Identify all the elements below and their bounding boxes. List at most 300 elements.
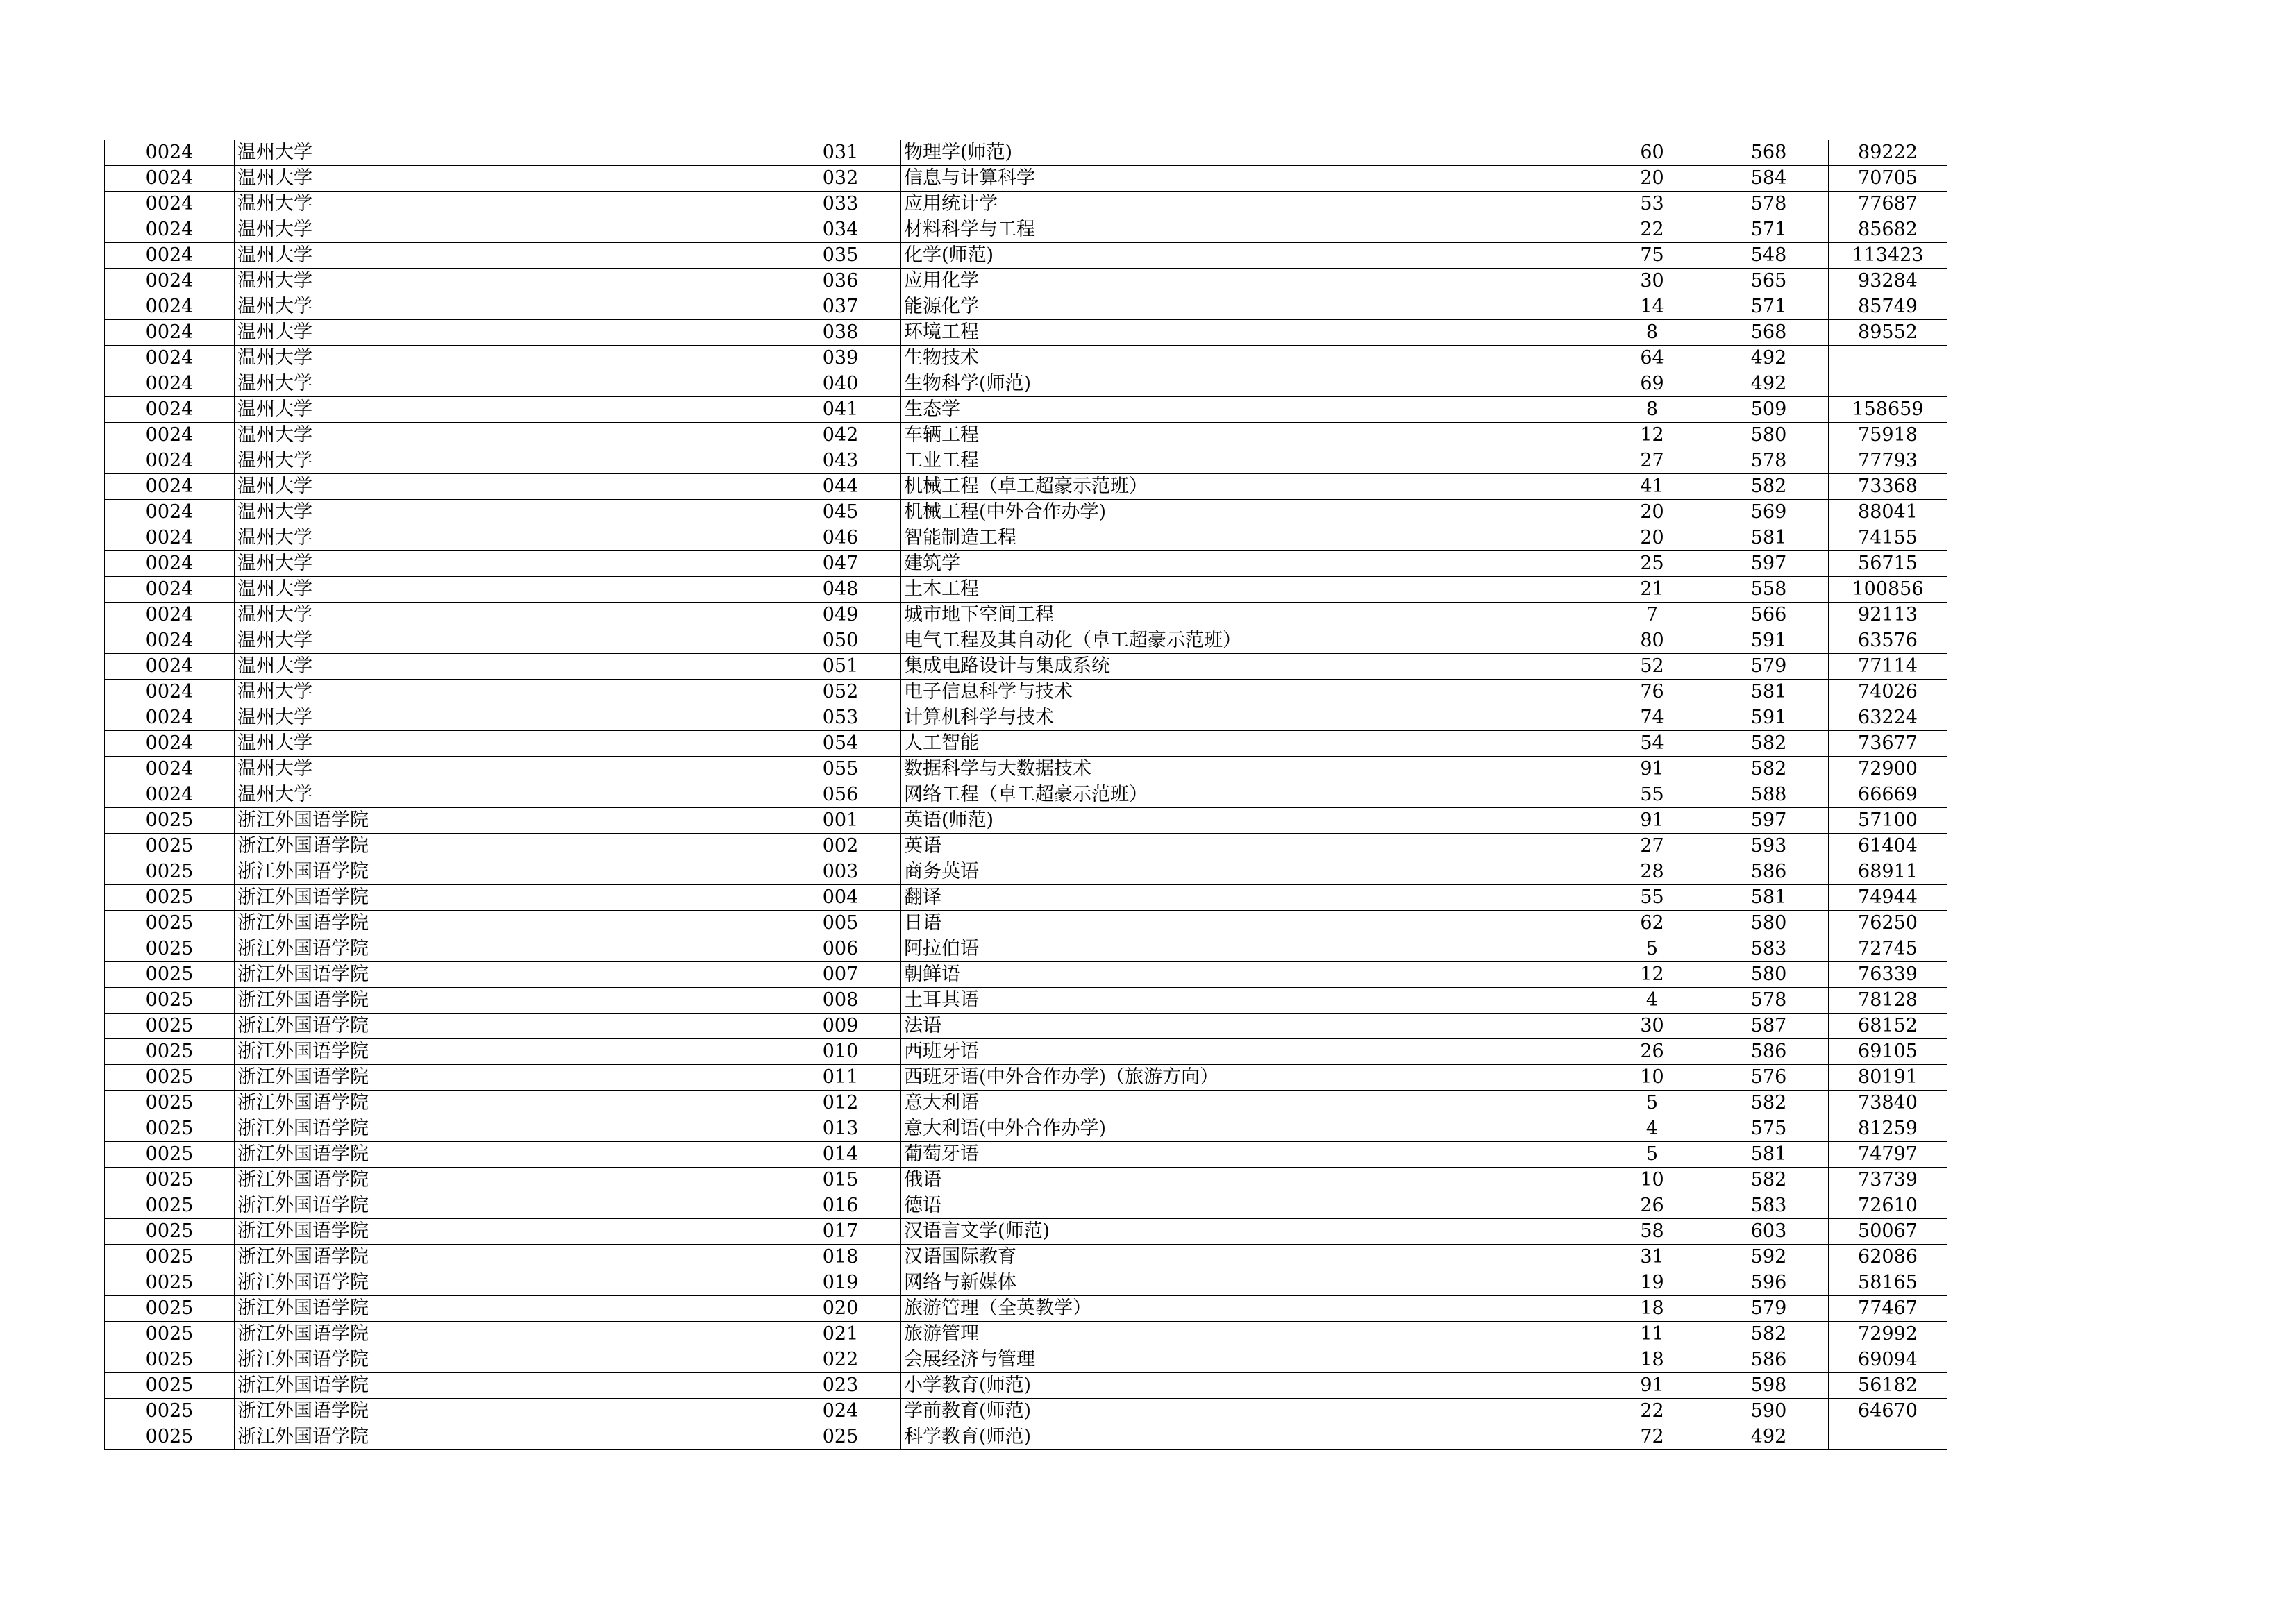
min-score-cell: 582 [1709,1168,1829,1193]
plan-count-cell: 69 [1595,371,1709,397]
table-row [105,371,1947,397]
table-row [105,1347,1947,1373]
major-name-cell: 生物科学(师范) [901,371,1595,397]
school-code-cell: 0024 [105,217,235,243]
min-score-cell: 583 [1709,1193,1829,1219]
min-rank-cell: 89222 [1829,140,1947,166]
major-name-cell: 日语 [901,911,1595,936]
school-code-cell: 0024 [105,448,235,474]
school-name-cell: 浙江外国语学院 [235,885,780,911]
major-code-cell: 003 [780,859,901,885]
min-score-cell: 588 [1709,782,1829,808]
table-row [105,1065,1947,1091]
school-name-cell: 浙江外国语学院 [235,1245,780,1270]
min-score-cell: 568 [1709,140,1829,166]
plan-count-cell: 18 [1595,1347,1709,1373]
plan-count-cell: 20 [1595,500,1709,525]
school-name-cell: 温州大学 [235,551,780,577]
major-code-cell: 007 [780,962,901,988]
school-code-cell: 0025 [105,1373,235,1399]
min-score-cell: 582 [1709,1322,1829,1347]
school-code-cell: 0024 [105,192,235,217]
major-name-cell: 人工智能 [901,731,1595,757]
plan-count-cell: 91 [1595,757,1709,782]
min-rank-cell: 62086 [1829,1245,1947,1270]
school-code-cell: 0024 [105,551,235,577]
school-name-cell: 浙江外国语学院 [235,1347,780,1373]
min-score-cell: 582 [1709,731,1829,757]
plan-count-cell: 18 [1595,1296,1709,1322]
school-code-cell: 0024 [105,705,235,731]
major-code-cell: 038 [780,320,901,346]
plan-count-cell: 8 [1595,397,1709,423]
table-row [105,654,1947,680]
min-score-cell: 581 [1709,680,1829,705]
school-code-cell: 0025 [105,1014,235,1039]
major-code-cell: 052 [780,680,901,705]
min-rank-cell: 74797 [1829,1142,1947,1168]
school-code-cell: 0025 [105,1091,235,1116]
major-code-cell: 005 [780,911,901,936]
school-code-cell: 0024 [105,474,235,500]
major-code-cell: 032 [780,166,901,192]
plan-count-cell: 53 [1595,192,1709,217]
school-name-cell: 浙江外国语学院 [235,1322,780,1347]
table-row [105,1373,1947,1399]
table-row [105,500,1947,525]
table-row [105,1039,1947,1065]
min-rank-cell: 92113 [1829,603,1947,628]
major-code-cell: 006 [780,936,901,962]
major-code-cell: 012 [780,1091,901,1116]
min-rank-cell [1829,346,1947,371]
min-score-cell: 593 [1709,834,1829,859]
school-name-cell: 浙江外国语学院 [235,1424,780,1450]
major-name-cell: 翻译 [901,885,1595,911]
plan-count-cell: 12 [1595,423,1709,448]
table-row [105,1270,1947,1296]
min-rank-cell: 73739 [1829,1168,1947,1193]
table-row [105,1168,1947,1193]
plan-count-cell: 7 [1595,603,1709,628]
min-rank-cell: 77467 [1829,1296,1947,1322]
major-name-cell: 俄语 [901,1168,1595,1193]
table-row [105,757,1947,782]
major-code-cell: 043 [780,448,901,474]
major-code-cell: 046 [780,525,901,551]
min-rank-cell: 75918 [1829,423,1947,448]
min-score-cell: 580 [1709,962,1829,988]
plan-count-cell: 22 [1595,1399,1709,1424]
min-rank-cell: 58165 [1829,1270,1947,1296]
min-rank-cell: 72992 [1829,1322,1947,1347]
school-name-cell: 浙江外国语学院 [235,859,780,885]
school-code-cell: 0025 [105,1399,235,1424]
major-name-cell: 智能制造工程 [901,525,1595,551]
school-name-cell: 浙江外国语学院 [235,1399,780,1424]
major-name-cell: 西班牙语(中外合作办学)（旅游方向） [901,1065,1595,1091]
major-name-cell: 汉语国际教育 [901,1245,1595,1270]
school-name-cell: 温州大学 [235,140,780,166]
table-row [105,551,1947,577]
major-code-cell: 051 [780,654,901,680]
major-code-cell: 017 [780,1219,901,1245]
table-row [105,346,1947,371]
plan-count-cell: 62 [1595,911,1709,936]
table-row [105,1116,1947,1142]
school-name-cell: 温州大学 [235,294,780,320]
min-rank-cell: 57100 [1829,808,1947,834]
table-row [105,834,1947,859]
school-code-cell: 0024 [105,269,235,294]
school-code-cell: 0025 [105,1322,235,1347]
major-code-cell: 002 [780,834,901,859]
plan-count-cell: 21 [1595,577,1709,603]
major-code-cell: 048 [780,577,901,603]
major-name-cell: 集成电路设计与集成系统 [901,654,1595,680]
school-code-cell: 0025 [105,1065,235,1091]
plan-count-cell: 20 [1595,525,1709,551]
major-name-cell: 生物技术 [901,346,1595,371]
major-name-cell: 土耳其语 [901,988,1595,1014]
plan-count-cell: 27 [1595,834,1709,859]
table-row [105,628,1947,654]
min-rank-cell: 73368 [1829,474,1947,500]
min-score-cell: 565 [1709,269,1829,294]
school-name-cell: 浙江外国语学院 [235,1116,780,1142]
major-name-cell: 葡萄牙语 [901,1142,1595,1168]
min-rank-cell: 63224 [1829,705,1947,731]
school-code-cell: 0025 [105,1347,235,1373]
major-code-cell: 039 [780,346,901,371]
school-name-cell: 温州大学 [235,243,780,269]
major-code-cell: 031 [780,140,901,166]
major-name-cell: 材料科学与工程 [901,217,1595,243]
major-name-cell: 能源化学 [901,294,1595,320]
major-name-cell: 旅游管理（全英教学） [901,1296,1595,1322]
major-code-cell: 014 [780,1142,901,1168]
school-name-cell: 温州大学 [235,320,780,346]
major-code-cell: 040 [780,371,901,397]
table-row [105,1322,1947,1347]
major-code-cell: 036 [780,269,901,294]
major-name-cell: 数据科学与大数据技术 [901,757,1595,782]
plan-count-cell: 10 [1595,1168,1709,1193]
min-score-cell: 591 [1709,705,1829,731]
school-name-cell: 浙江外国语学院 [235,1296,780,1322]
major-code-cell: 015 [780,1168,901,1193]
major-code-cell: 056 [780,782,901,808]
major-name-cell: 英语(师范) [901,808,1595,834]
school-code-cell: 0025 [105,1168,235,1193]
school-name-cell: 温州大学 [235,782,780,808]
min-rank-cell: 113423 [1829,243,1947,269]
plan-count-cell: 31 [1595,1245,1709,1270]
school-code-cell: 0025 [105,1039,235,1065]
major-code-cell: 009 [780,1014,901,1039]
table-row [105,448,1947,474]
table-row [105,1424,1947,1450]
min-score-cell: 590 [1709,1399,1829,1424]
school-name-cell: 浙江外国语学院 [235,1142,780,1168]
plan-count-cell: 4 [1595,988,1709,1014]
school-name-cell: 温州大学 [235,192,780,217]
major-code-cell: 010 [780,1039,901,1065]
school-name-cell: 温州大学 [235,423,780,448]
school-code-cell: 0025 [105,834,235,859]
major-name-cell: 科学教育(师范) [901,1424,1595,1450]
plan-count-cell: 22 [1595,217,1709,243]
major-name-cell: 计算机科学与技术 [901,705,1595,731]
min-rank-cell: 78128 [1829,988,1947,1014]
table-row [105,423,1947,448]
school-code-cell: 0024 [105,243,235,269]
major-name-cell: 意大利语 [901,1091,1595,1116]
school-code-cell: 0025 [105,1245,235,1270]
table-row [105,1091,1947,1116]
school-name-cell: 温州大学 [235,757,780,782]
min-score-cell: 581 [1709,885,1829,911]
plan-count-cell: 27 [1595,448,1709,474]
table-row [105,885,1947,911]
min-score-cell: 597 [1709,808,1829,834]
school-name-cell: 浙江外国语学院 [235,962,780,988]
school-name-cell: 温州大学 [235,448,780,474]
plan-count-cell: 91 [1595,808,1709,834]
min-score-cell: 571 [1709,294,1829,320]
table-row [105,1014,1947,1039]
min-rank-cell: 69094 [1829,1347,1947,1373]
major-name-cell: 朝鲜语 [901,962,1595,988]
school-code-cell: 0025 [105,936,235,962]
table-row [105,1219,1947,1245]
school-name-cell: 温州大学 [235,474,780,500]
major-name-cell: 网络与新媒体 [901,1270,1595,1296]
min-rank-cell: 77793 [1829,448,1947,474]
min-score-cell: 603 [1709,1219,1829,1245]
major-code-cell: 042 [780,423,901,448]
plan-count-cell: 12 [1595,962,1709,988]
min-score-cell: 579 [1709,1296,1829,1322]
plan-count-cell: 60 [1595,140,1709,166]
min-rank-cell: 72900 [1829,757,1947,782]
major-name-cell: 生态学 [901,397,1595,423]
plan-count-cell: 11 [1595,1322,1709,1347]
major-code-cell: 021 [780,1322,901,1347]
school-code-cell: 0025 [105,1270,235,1296]
plan-count-cell: 76 [1595,680,1709,705]
min-rank-cell: 85682 [1829,217,1947,243]
school-name-cell: 温州大学 [235,628,780,654]
school-name-cell: 温州大学 [235,500,780,525]
table-row [105,1142,1947,1168]
min-score-cell: 578 [1709,988,1829,1014]
plan-count-cell: 10 [1595,1065,1709,1091]
school-name-cell: 温州大学 [235,346,780,371]
table-row [105,192,1947,217]
school-code-cell: 0024 [105,140,235,166]
school-name-cell: 浙江外国语学院 [235,1065,780,1091]
min-score-cell: 492 [1709,346,1829,371]
school-name-cell: 浙江外国语学院 [235,1219,780,1245]
major-code-cell: 041 [780,397,901,423]
plan-count-cell: 8 [1595,320,1709,346]
school-code-cell: 0025 [105,988,235,1014]
major-code-cell: 018 [780,1245,901,1270]
major-name-cell: 意大利语(中外合作办学) [901,1116,1595,1142]
major-code-cell: 011 [780,1065,901,1091]
school-name-cell: 浙江外国语学院 [235,911,780,936]
major-name-cell: 土木工程 [901,577,1595,603]
major-code-cell: 024 [780,1399,901,1424]
major-name-cell: 机械工程(中外合作办学) [901,500,1595,525]
table-body [105,140,1947,1450]
table-row [105,911,1947,936]
major-code-cell: 022 [780,1347,901,1373]
min-score-cell: 586 [1709,1039,1829,1065]
min-rank-cell: 70705 [1829,166,1947,192]
table-row [105,1399,1947,1424]
min-rank-cell: 73840 [1829,1091,1947,1116]
plan-count-cell: 19 [1595,1270,1709,1296]
min-rank-cell: 89552 [1829,320,1947,346]
major-name-cell: 汉语言文学(师范) [901,1219,1595,1245]
min-rank-cell: 74026 [1829,680,1947,705]
table-row [105,680,1947,705]
table-row [105,936,1947,962]
school-code-cell: 0025 [105,1142,235,1168]
plan-count-cell: 64 [1595,346,1709,371]
min-score-cell: 575 [1709,1116,1829,1142]
school-name-cell: 浙江外国语学院 [235,1091,780,1116]
min-rank-cell: 50067 [1829,1219,1947,1245]
school-name-cell: 浙江外国语学院 [235,834,780,859]
min-score-cell: 578 [1709,192,1829,217]
plan-count-cell: 74 [1595,705,1709,731]
major-name-cell: 电子信息科学与技术 [901,680,1595,705]
school-code-cell: 0025 [105,1193,235,1219]
min-rank-cell: 76250 [1829,911,1947,936]
min-score-cell: 509 [1709,397,1829,423]
school-code-cell: 0024 [105,757,235,782]
min-score-cell: 582 [1709,474,1829,500]
table-row [105,1245,1947,1270]
school-name-cell: 浙江外国语学院 [235,1168,780,1193]
major-name-cell: 小学教育(师范) [901,1373,1595,1399]
table-row [105,577,1947,603]
plan-count-cell: 54 [1595,731,1709,757]
min-score-cell: 579 [1709,654,1829,680]
min-score-cell: 596 [1709,1270,1829,1296]
school-code-cell: 0025 [105,885,235,911]
min-score-cell: 582 [1709,1091,1829,1116]
table-row [105,140,1947,166]
major-name-cell: 物理学(师范) [901,140,1595,166]
major-name-cell: 环境工程 [901,320,1595,346]
table-row [105,243,1947,269]
major-name-cell: 信息与计算科学 [901,166,1595,192]
min-score-cell: 584 [1709,166,1829,192]
school-name-cell: 温州大学 [235,397,780,423]
major-code-cell: 055 [780,757,901,782]
major-name-cell: 学前教育(师范) [901,1399,1595,1424]
major-code-cell: 054 [780,731,901,757]
school-name-cell: 温州大学 [235,166,780,192]
plan-count-cell: 26 [1595,1039,1709,1065]
major-name-cell: 会展经济与管理 [901,1347,1595,1373]
min-score-cell: 576 [1709,1065,1829,1091]
school-code-cell: 0025 [105,1424,235,1450]
school-name-cell: 温州大学 [235,269,780,294]
major-code-cell: 050 [780,628,901,654]
plan-count-cell: 41 [1595,474,1709,500]
major-name-cell: 英语 [901,834,1595,859]
major-name-cell: 机械工程（卓工超豪示范班） [901,474,1595,500]
table-row [105,1193,1947,1219]
school-code-cell: 0025 [105,1116,235,1142]
school-code-cell: 0024 [105,680,235,705]
school-code-cell: 0024 [105,654,235,680]
min-rank-cell: 158659 [1829,397,1947,423]
min-score-cell: 580 [1709,911,1829,936]
table-row [105,731,1947,757]
plan-count-cell: 28 [1595,859,1709,885]
min-score-cell: 582 [1709,757,1829,782]
table-row [105,294,1947,320]
min-score-cell: 598 [1709,1373,1829,1399]
min-score-cell: 568 [1709,320,1829,346]
min-rank-cell: 100856 [1829,577,1947,603]
plan-count-cell: 72 [1595,1424,1709,1450]
min-score-cell: 578 [1709,448,1829,474]
min-rank-cell [1829,371,1947,397]
school-code-cell: 0025 [105,808,235,834]
major-code-cell: 008 [780,988,901,1014]
major-code-cell: 001 [780,808,901,834]
school-code-cell: 0024 [105,371,235,397]
school-code-cell: 0024 [105,397,235,423]
major-name-cell: 应用统计学 [901,192,1595,217]
min-rank-cell: 80191 [1829,1065,1947,1091]
min-score-cell: 592 [1709,1245,1829,1270]
major-code-cell: 025 [780,1424,901,1450]
plan-count-cell: 5 [1595,936,1709,962]
min-score-cell: 548 [1709,243,1829,269]
min-rank-cell: 69105 [1829,1039,1947,1065]
major-code-cell: 045 [780,500,901,525]
major-code-cell: 033 [780,192,901,217]
min-rank-cell: 77114 [1829,654,1947,680]
major-name-cell: 应用化学 [901,269,1595,294]
min-rank-cell: 68152 [1829,1014,1947,1039]
admission-score-table [104,140,1947,1450]
min-score-cell: 492 [1709,1424,1829,1450]
min-rank-cell: 63576 [1829,628,1947,654]
major-code-cell: 049 [780,603,901,628]
table-row [105,397,1947,423]
school-code-cell: 0025 [105,859,235,885]
school-code-cell: 0024 [105,320,235,346]
school-code-cell: 0024 [105,525,235,551]
min-score-cell: 583 [1709,936,1829,962]
school-code-cell: 0024 [105,294,235,320]
school-code-cell: 0024 [105,500,235,525]
major-name-cell: 工业工程 [901,448,1595,474]
plan-count-cell: 52 [1595,654,1709,680]
table-row [105,782,1947,808]
table-row [105,269,1947,294]
min-score-cell: 492 [1709,371,1829,397]
